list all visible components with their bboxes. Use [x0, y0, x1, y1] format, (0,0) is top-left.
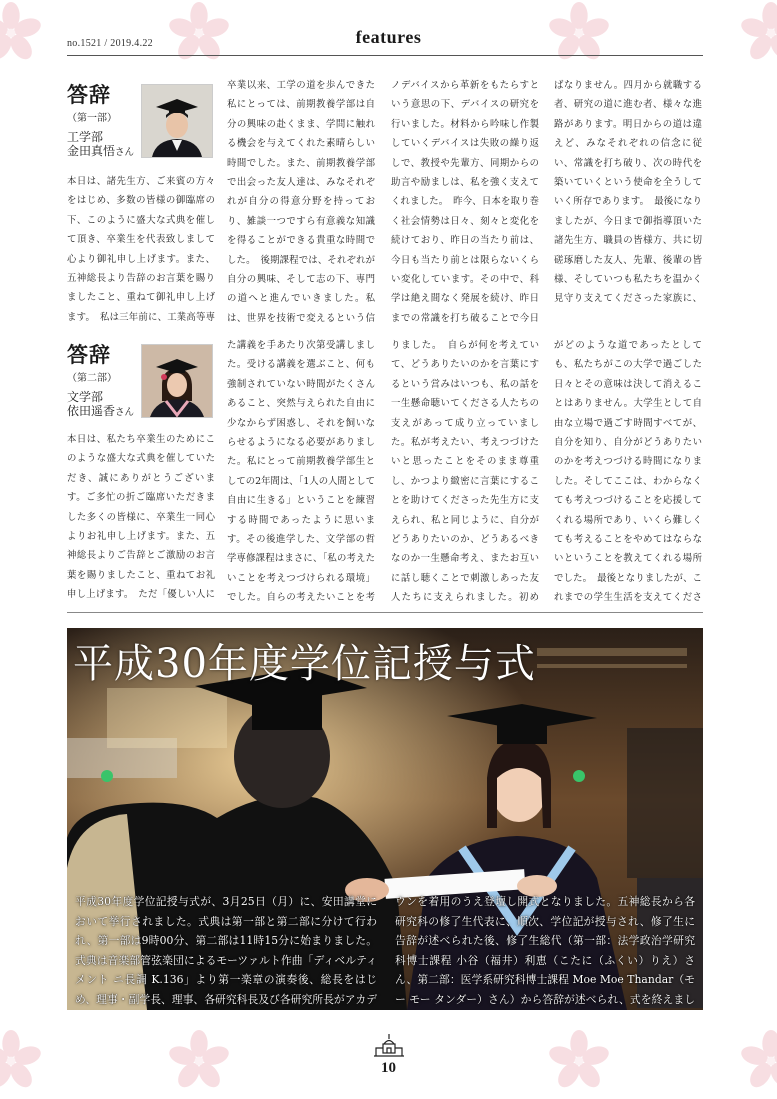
speech1-column-1: 本日は、諸先生方、ご来賓の方々をはじめ、多数の皆様の御臨席の下、このように盛大な式典を催して頂き、卒業生を代表致しまして心より御礼申し上げます。また、五神総長より告辞のお言葉を賜りましたこと、重ねて御礼申し上げます。 私は三年前に、工業高等専 — [67, 176, 215, 323]
speech2-honorific: さん — [115, 407, 135, 419]
speech1-column-2: 卒業以来、工学の道を歩んできた私にとっては、前期教養学部は自分の興味の赴くまま、学問に触れる機会を与えてくれた素晴らしい時間でした。また、前期教養学部で出会った友人達は、みなそれぞれが自分の得意分野を持っており、雑談一つですら有意義な知識を得ることができる貴重な時間でした。 後期課程では、それぞれが自分の興味、そして志の下、専門の道へと進んでいきました。私は、世界を技術で変えるという信 — [227, 80, 375, 324]
page-footer — [0, 1032, 777, 1077]
ceremony-photo — [67, 628, 703, 1010]
speech2-part: （第二部） — [67, 373, 117, 384]
issue-number: no.1521 / 2019.4.22 — [67, 38, 153, 49]
speaker1-portrait — [141, 84, 213, 158]
ceremony-title: 平成30年度学位記授与式 — [73, 641, 536, 687]
speech1-column-3: ノデバイスから革新をもたらすという意思の下、デバイスの研究を行いました。材料から吟味し作製していくデバイスは失敗の繰り返しで、教授や先輩方、同期からの助言や励ましは、私を強く支えてくれました。 昨今、日本を取り巻く社会情勢は日々、刻々と変化を続けており、昨日の当たり前は、今日も当たり前とは限らないくらい変化しています。その中で、科学は絶え間なく発展を続け、昨日までの常識を打ち破ることで今日 — [391, 80, 539, 324]
section-divider — [67, 612, 703, 613]
header-rule — [67, 55, 703, 56]
speech1-speaker-name: 金田真悟 — [67, 144, 116, 159]
speech2-speaker-name: 依田遥香 — [67, 404, 116, 419]
speech1-heading: 答辞 — [67, 82, 111, 107]
speech2-column-3: りました。 自らが何を考えていて、どうありたいのかを言葉にするという営みはいつも、私の話を一生懸命聴いてくださる人たちの支えがあって成り立っていました。私が考えたい、考えつづけたいと思ったことをそのまま尊重し、かつより緻密に言葉にすることを助けてくださった先生方に支えられ、私と同じように、自分がどうありたいのか、どうあるべきなのか一生懸命考え、またお互いに話し聴くことで刺激しあった友人たちに支えられました。初め — [391, 340, 539, 604]
speech2-heading: 答辞 — [67, 342, 111, 367]
ceremony-caption-left: 平成30年度学位記授与式が、3月25日（月）に、安田講堂において挙行されました。式典は第一部と第二部に分けて行われ、第一部は9時00分、第二部は11時15分に始まりました。式典は音楽部管弦楽団によるモーツァルト作曲「ディベルティメント ニ長調 K.136」より第一楽章の演奏後、総長をはじめ、理事・副学長、理事、各研究科長及び各研究所長がアカデ — [75, 895, 377, 1006]
speech2-column-2: た講義を手あたり次第受講しました。受ける講義を選ぶこと、何も強制されていない時間がたくさんあること、突然与えられた自由に少なからず困惑し、それを飼いならせるようになる必要がありました。私にとって前期教養学部生としての2年間は、「1人の人間として自由に生きる」ということを練習する時間であったように思います。その後進学した、文学部の哲学専修課程はまさに、「私の考えたいことを考えつづけられる環境」でした。自らの考えたいことを考 — [227, 340, 375, 604]
page-number: 10 — [381, 1060, 396, 1076]
section-title: features — [355, 27, 422, 47]
speaker2-portrait — [141, 344, 213, 418]
speech2-faculty: 文学部 — [67, 390, 104, 404]
speech2-column-4: がどのような道であったとしても、私たちがこの大学で過ごした日々とその意味は決して消えることはありません。大学生として自由な立場で過ごす時間すべてが、自分を知り、自分がどうありたいのかを考えつづける時間になりました。そしてここは、わからなくても考えつづけることを応援してくれる場所であり、いくら難しくても考えることをやめてはならないということを教えてくれる場所でした。 最後となりましたが、これまでの学生生活を支えてくださ — [554, 340, 702, 604]
ceremony-caption-right: ウンを着用のうえ登壇し開式となりました。五神総長から各研究科の修了生代表に、順次、学位記が授与され、修了生に告辞が述べられた後、修了生総代（第一部：法学政治学研究科博士課程 小谷（福井）利恵（こたに（ふくい）りえ）さん、第二部：医学系研究科博士課程 Moe Moe Thandar（モー モー タンダー）さん）から答辞が述べられ、式を終えまし — [395, 895, 695, 1006]
speech2-column-1: 本日は、私たち卒業生のためにこのような盛大な式典を催していただき、誠にありがとうございます。ご多忙の折ご臨席いただきました多くの皆様に、卒業生一同心よりお礼申し上げます。また、五神総長よりご告辞とご激励のお言葉を賜りましたこと、重ねてお礼申し上げます。 ただ「優しい人に — [67, 434, 215, 601]
speech1-part: （第一部） — [67, 113, 117, 124]
speech1-honorific: さん — [115, 147, 135, 159]
speech1-faculty: 工学部 — [67, 130, 104, 144]
yasuda-auditorium-icon — [372, 1032, 406, 1058]
speech1-column-4: ばなりません。四月から就職する者、研究の道に進む者、様々な進路があります。明日からの道は違えど、みなそれぞれの信念に従い、常識を打ち破り、次の時代を築いていくという使命を全うしていく所存であります。 最後になりましたが、今日まで御指導頂いた諸先生方、職員の皆様方、共に切磋琢磨した友人、先輩、後輩の皆様、そしていつも私たちを温かく見守り支えてくださった家族に、 — [554, 80, 702, 305]
